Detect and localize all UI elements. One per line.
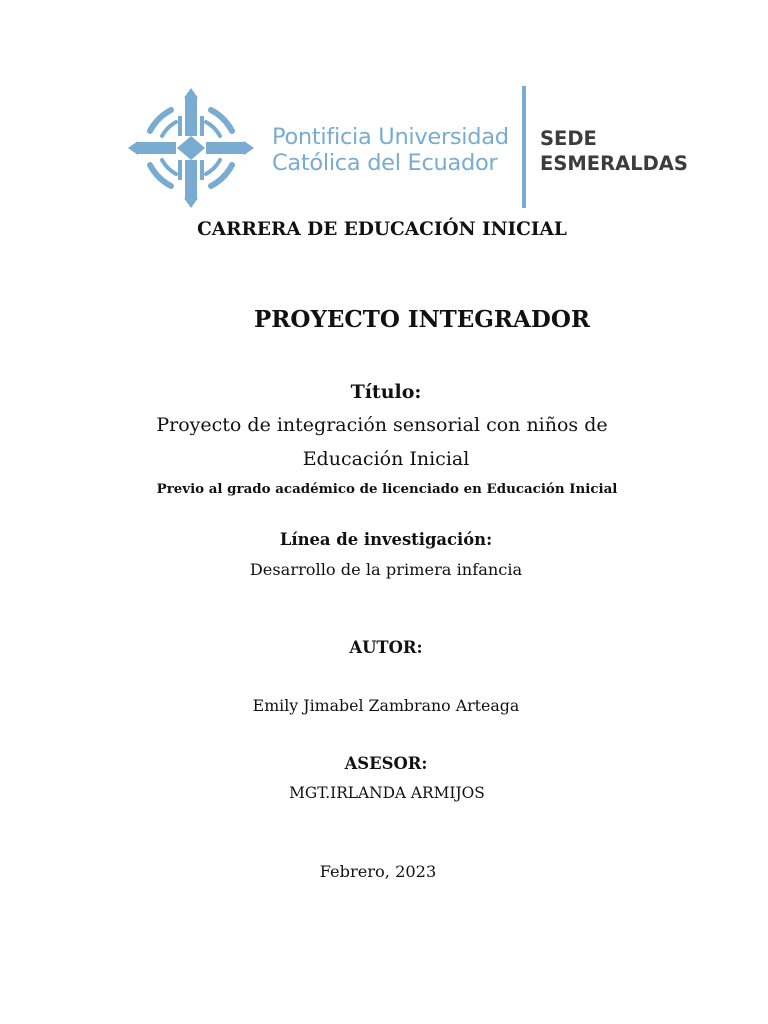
project-type-heading: PROYECTO INTEGRADOR bbox=[254, 306, 590, 333]
career-heading: CARRERA DE EDUCACIÓN INICIAL bbox=[197, 219, 567, 240]
university-name-line1: Pontificia Universidad bbox=[272, 124, 509, 150]
author-name: Emily Jimabel Zambrano Arteaga bbox=[252, 696, 520, 715]
research-line-label: Línea de investigación: bbox=[279, 530, 493, 549]
campus-name bbox=[540, 126, 688, 176]
title-line1: Proyecto de integración sensorial con niños de bbox=[156, 414, 608, 436]
advisor-label: ASESOR: bbox=[344, 754, 428, 773]
author-label: AUTOR: bbox=[349, 638, 423, 657]
university-name-line2: Católica del Ecuador bbox=[272, 150, 498, 176]
document-date: Febrero, 2023 bbox=[319, 862, 437, 881]
campus-name-line2: ESMERALDAS bbox=[540, 152, 688, 175]
university-emblem-icon bbox=[126, 86, 256, 210]
logo-divider bbox=[522, 86, 526, 208]
degree-note: Previo al grado académico de licenciado en Educación Inicial bbox=[156, 481, 618, 497]
university-name bbox=[272, 124, 509, 176]
research-line-value: Desarrollo de la primera infancia bbox=[249, 560, 523, 579]
advisor-name: MGT.IRLANDA ARMIJOS bbox=[289, 784, 485, 802]
title-line2: Educación Inicial bbox=[302, 448, 470, 470]
title-label: Título: bbox=[350, 381, 422, 403]
campus-name-line1: SEDE bbox=[540, 127, 597, 150]
